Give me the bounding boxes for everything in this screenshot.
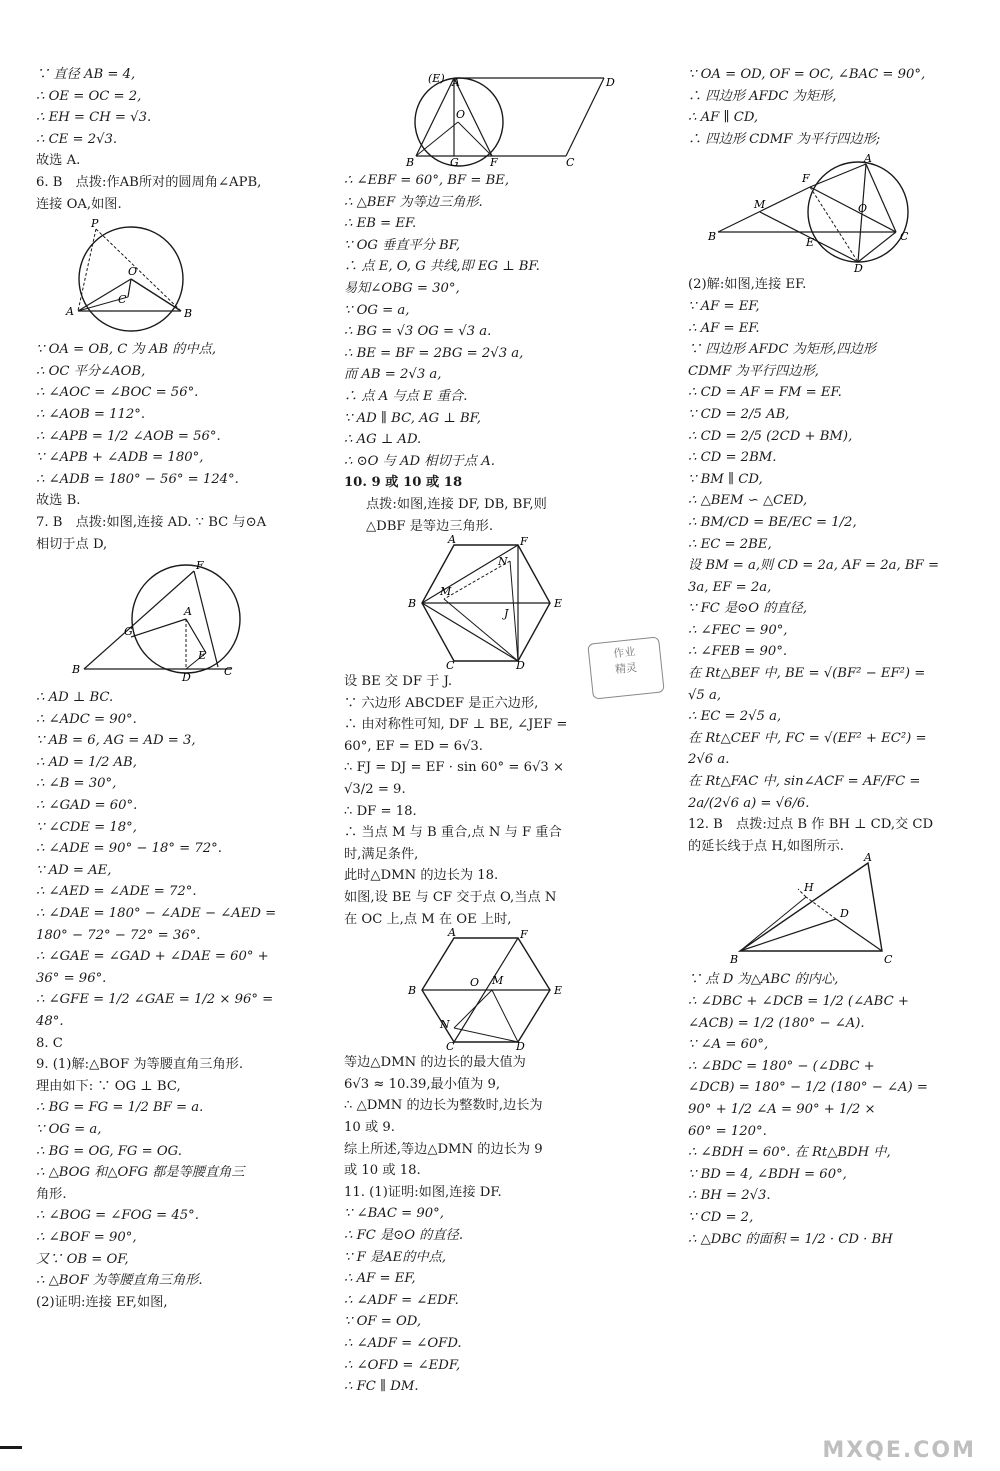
text-line: ∴ △DBC 的面积 = 1/2 · CD · BH [688,1231,893,1247]
text-line: 或 10 或 18. [344,1163,421,1179]
text-line: ∴ FC ∥ DM. [344,1379,419,1395]
text-line: 在 OC 上,点 M 在 OE 上时, [344,911,512,927]
figure-11 [708,152,928,276]
label-G: G [124,625,133,639]
label-D: D [854,262,863,276]
label-B: B [72,663,81,677]
text-line: ∴ ∠BOG = ∠FOG = 45°. [36,1208,199,1224]
text-line: 2√6 a. [688,752,730,768]
text-line: ∴ ⊙O 与 AD 相切于点 A. [344,453,495,469]
text-line: 2a/(2√6 a) = √6/6. [688,795,810,811]
label-B: B [408,984,417,998]
text-line: ∴ EB = EF. [344,216,417,232]
label-F: F [520,928,528,942]
text-line: 时,满足条件, [344,846,419,862]
text-line: ∴ AD ⊥ BC. [36,690,114,706]
text-line: ∴ ∠DAE = 180° − ∠ADE − ∠AED = [36,906,277,922]
text-line: ∴ BG = OG, FG = OG. [36,1143,182,1159]
text-line: √5 a, [688,687,722,703]
text-line: ∴ AD = 1/2 AB, [36,754,137,770]
text-line: ∴ ∠ADE = 90° − 18° = 72°. [36,841,222,857]
text-line: ∵ OG = a, [36,1121,102,1137]
text-line: ∴ ∠GAE = ∠GAD + ∠DAE = 60° + [36,949,269,965]
text-line: ∴ EH = CH = √3. [36,110,152,126]
label-C: C [224,665,233,679]
text-line: ∴ FJ = DJ = EF · sin 60° = 6√3 × [344,760,565,776]
text-line: ∴ △DMN 的边长为整数时,边长为 [344,1098,543,1114]
text-line: ∴ ∠DBC + ∠DCB = 1/2 (∠ABC + [688,994,909,1009]
text-line: ∵ AB = 6, AG = AD = 3, [36,733,196,749]
text-line: ∵ BD = 4, ∠BDH = 60°, [688,1166,847,1182]
text-line: ∴ △BOF 为等腰直角三角形. [36,1273,203,1289]
page-footer [0,1438,1000,1471]
text-line: ∵ ∠A = 60°, [688,1037,769,1053]
label-E: E [554,984,563,998]
label-B: B [730,953,739,967]
text-line: 3a, EF = 2a, [688,579,772,595]
column-left [36,64,326,1313]
text-line: 点拨:如图,连接 DF, DB, BF,则 [366,496,547,512]
text-line: ∵ CD = 2, [688,1209,754,1225]
text-line: ∴ CD = AF = FM = EF. [688,385,842,401]
label-B: B [408,597,417,611]
problem-11-heading: 11. (1)证明:如图,连接 DF. [344,1184,502,1200]
text-line: ∴ AF = EF, [344,1271,416,1287]
text-line: ∴ 当点 M 与 B 重合,点 N 与 F 重合 [344,825,562,841]
text-line: CDMF 为平行四边形, [688,363,819,379]
label-D: D [516,659,525,673]
text-line: ∴ BG = √3 OG = √3 a. [344,324,492,340]
text-line: ∴ ∠GAD = 60°. [36,798,138,814]
text-line: ∴ △BEM ∽ △CED, [688,493,808,509]
text-line: ∵ BM ∥ CD, [688,471,763,487]
text-line: ∴ ∠OFD = ∠EDF, [344,1357,461,1373]
text-line: ∴ ∠B = 30°, [36,776,117,792]
text-line: ∵ AD = AE, [36,862,112,878]
text-line: ∵ ∠APB + ∠ADB = 180°, [36,450,204,466]
text-line: ∴ △BEF 为等边三角形. [344,194,483,210]
label-F: F [802,172,810,186]
text-line: √3/2 = 9. [344,782,406,798]
text-line: ∵ OA = OB, C 为 AB 的中点, [36,342,217,358]
homework-stamp [587,636,664,699]
text-line: 180° − 72° − 72° = 36°. [36,927,201,943]
text-line: ∵ AD ∥ BC, AG ⊥ BF, [344,410,481,426]
text-line: 的延长线于点 H,如图所示. [688,838,844,854]
column-middle [344,74,634,1398]
text-line: 角形. [36,1186,67,1202]
text-line: ∴ BM/CD = BE/EC = 1/2, [688,514,857,530]
text-line: 48°. [36,1014,64,1029]
label-P: P [91,217,99,231]
text-line: ∴ 点 E, O, G 共线,即 EG ⊥ BF. [344,259,540,275]
text-line: ∴ ∠ADF = ∠EDF. [344,1292,459,1308]
label-E: E [554,597,563,611]
label-C: C [118,293,127,307]
text-line: ∴ ∠FEB = 90°. [688,644,788,660]
problem-8-heading: 8. C [36,1035,63,1051]
text-line: ∴ BH = 2√3. [688,1188,771,1204]
column-right [688,64,988,1250]
text-line: ∵ OG = a, [344,302,410,318]
watermark: MXQE.COM [822,1438,976,1463]
text-line: 10 或 9. [344,1120,395,1135]
text-line: ∵ FC 是⊙O 的直径, [688,601,808,617]
text-line: 90° + 1/2 ∠A = 90° + 1/2 × [688,1101,876,1117]
label-B: B [708,230,717,244]
text-line: 故选 B. [36,493,81,509]
text-line: ∴ ∠AOB = 112°. [36,406,146,422]
text-line: 等边△DMN 的边长的最大值为 [344,1055,526,1071]
text-line: ∴ BG = FG = 1/2 BF = a. [36,1100,204,1116]
text-line: ∵ F 是AE的中点, [344,1249,447,1265]
label-C: C [446,1040,455,1054]
label-A: A [66,305,74,319]
text-line: ∴ EC = 2√5 a, [688,709,782,725]
text-line: 设 BE 交 DF 于 J. [344,674,453,690]
text-line: ∵ OF = OD, [344,1314,422,1330]
text-line: ∴ ∠ADB = 180° − 56° = 124°. [36,471,239,487]
text-line: ∴ 点 A 与点 E 重合. [344,388,468,404]
figure-12 [728,851,928,967]
label-D: D [182,671,191,685]
label-J: J [504,607,509,621]
text-line: ∴ 四边形 CDMF 为平行四边形; [688,131,881,147]
text-line: 如图,设 BE 与 CF 交于点 O,当点 N [344,890,557,906]
label-H: H [804,881,814,895]
label-D: D [840,907,849,921]
problem-10-heading: 10. 9 或 10 或 18 [344,475,463,491]
text-line: ∵ 六边形 ABCDEF 是正六边形, [344,695,539,711]
label-C: C [446,659,455,673]
text-line: ∴ AF ∥ CD, [688,110,759,126]
text-line: ∴ ∠GFE = 1/2 ∠GAE = 1/2 × 96° = [36,992,274,1008]
text-line: (2)证明:连接 EF,如图, [36,1294,168,1310]
text-line: ∴ ∠FEC = 90°, [688,622,788,638]
text-line: ∵ 直径 AB = 4, [36,67,136,82]
label-A: A [864,851,872,865]
label-M: M [754,198,766,212]
text-line: ∵ CD = 2/5 AB, [688,406,790,422]
text-line: ∴ BE = BF = 2BG = 2√3 a, [344,345,524,361]
text-line: ∴ AF = EF. [688,320,760,336]
text-line: 在 Rt△CEF 中, FC = √(EF² + EC²) = [688,730,927,746]
label-O: O [456,108,466,121]
label-N: N [498,555,508,569]
text-line: 在 Rt△FAC 中, sin∠ACF = AF/FC = [688,774,921,790]
text-line: 综上所述,等边△DMN 的边长为 9 [344,1141,543,1157]
text-line: 故选 A. [36,153,81,169]
label-D: D [516,1040,525,1054]
text-line: ∵ AF = EF, [688,298,760,314]
stamp-line-1: 作业 [612,644,636,661]
text-line: △DBF 是等边三角形. [366,518,494,534]
label-E: E [198,649,207,663]
text-line: ∵ 四边形 AFDC 为矩形,四边形 [688,342,876,358]
text-line: ∴ ∠EBF = 60°, BF = BE, [344,173,510,188]
label-C: C [884,953,893,967]
problem-6-heading: 6. B 点拨:作AB所对的圆周角∠APB, [36,174,262,190]
figure-9 [394,72,634,168]
text-line: ∴ ∠AED = ∠ADE = 72°. [36,884,197,900]
label-C: C [900,230,909,244]
text-line: ∴ 四边形 AFDC 为矩形, [688,88,837,104]
label-A: A [448,926,456,940]
text-line: 设 BM = a,则 CD = 2a, AF = 2a, BF = [688,558,940,574]
figure-7 [36,557,256,685]
text-line: ∴ DF = 18. [344,803,417,819]
label-E: E [806,236,815,250]
text-line: ∵ ∠CDE = 18°, [36,819,137,835]
text-line: 60° = 120°. [688,1123,767,1139]
problem-9-heading: 9. (1)解:△BOF 为等腰直角三角形. [36,1057,244,1073]
label-D: D [606,76,615,89]
label-A: A [452,76,460,89]
figure-10b [404,926,604,1054]
label-M: M [440,585,452,599]
label-F: F [520,535,528,549]
text-line: ∴ ∠BOF = 90°, [36,1229,137,1245]
text-line: 而 AB = 2√3 a, [344,367,442,383]
label-A: A [184,605,192,619]
text-line: ∴ AG ⊥ AD. [344,432,422,448]
text-line: 6√3 ≈ 10.39,最小值为 9, [344,1076,501,1092]
label-F: F [196,559,204,573]
label-B: B [406,156,415,169]
stamp-line-2: 精灵 [614,660,638,677]
text-line: ∵ OA = OD, OF = OC, ∠BAC = 90°, [688,67,926,82]
text-line: ∴ CD = 2BM. [688,450,777,466]
text-line: (2)解:如图,连接 EF. [688,277,807,293]
text-line: ∴ CD = 2/5 (2CD + BM), [688,428,853,444]
text-line: 连接 OA,如图. [36,196,122,212]
label-M: M [492,974,504,988]
text-line: ∴ EC = 2BE, [688,536,772,552]
label-O: O [128,265,138,279]
text-line: ∵ 点 D 为△ABC 的内心, [688,972,839,988]
figure-10a [404,533,604,673]
label-N: N [440,1018,450,1032]
label-O: O [858,202,868,216]
text-line: ∠DCB) = 180° − 1/2 (180° − ∠A) = [688,1080,928,1096]
figure-6 [36,217,236,337]
text-line: 易知∠OBG = 30°, [344,280,460,296]
text-line: ∵ OG 垂直平分 BF, [344,237,461,253]
text-line: 此时△DMN 的边长为 18. [344,868,499,884]
footer-rule [0,1446,22,1449]
label-B: B [184,307,193,321]
text-line: ∵ ∠BAC = 90°, [344,1206,444,1222]
text-line: ∠ACB) = 1/2 (180° − ∠A). [688,1015,865,1031]
problem-12-heading: 12. B 点拨:过点 B 作 BH ⊥ CD,交 CD [688,817,934,833]
text-line: 36° = 96°. [36,970,107,986]
label-G: G [450,156,459,169]
text-line: 60°, EF = ED = 6√3. [344,738,483,754]
label-E: (E) [428,72,445,85]
text-line: ∴ ∠ADC = 90°. [36,711,137,727]
label-F: F [490,156,498,169]
text-line: ∴ FC 是⊙O 的直径. [344,1227,464,1243]
text-line: ∴ ∠BDH = 60°. 在 Rt△BDH 中, [688,1145,891,1161]
text-line: ∴ ∠BDC = 180° − (∠DBC + [688,1058,875,1074]
text-line: 理由如下: ∵ OG ⊥ BC, [36,1078,181,1094]
text-line: 又∵ OB = OF, [36,1251,129,1267]
text-line: ∴ OC 平分∠AOB, [36,363,146,379]
label-C: C [566,156,575,169]
text-line: ∴ OE = OC = 2, [36,88,142,104]
text-line: 相切于点 D, [36,536,108,552]
text-line: 在 Rt△BEF 中, BE = √(BF² − EF²) = [688,666,926,682]
text-line: ∴ ∠ADF = ∠OFD. [344,1335,462,1351]
label-A: A [448,533,456,547]
label-O: O [470,976,480,990]
text-line: ∴ CE = 2√3. [36,131,118,147]
text-line: ∴ △BOG 和△OFG 都是等腰直角三 [36,1165,245,1181]
text-line: ∴ 由对称性可知, DF ⊥ BE, ∠JEF = [344,717,568,733]
text-line: ∴ ∠APB = 1/2 ∠AOB = 56°. [36,428,221,444]
label-A: A [864,152,872,166]
text-line: ∴ ∠AOC = ∠BOC = 56°. [36,385,199,401]
problem-7-heading: 7. B 点拨:如图,连接 AD. ∵ BC 与⊙A [36,514,267,530]
